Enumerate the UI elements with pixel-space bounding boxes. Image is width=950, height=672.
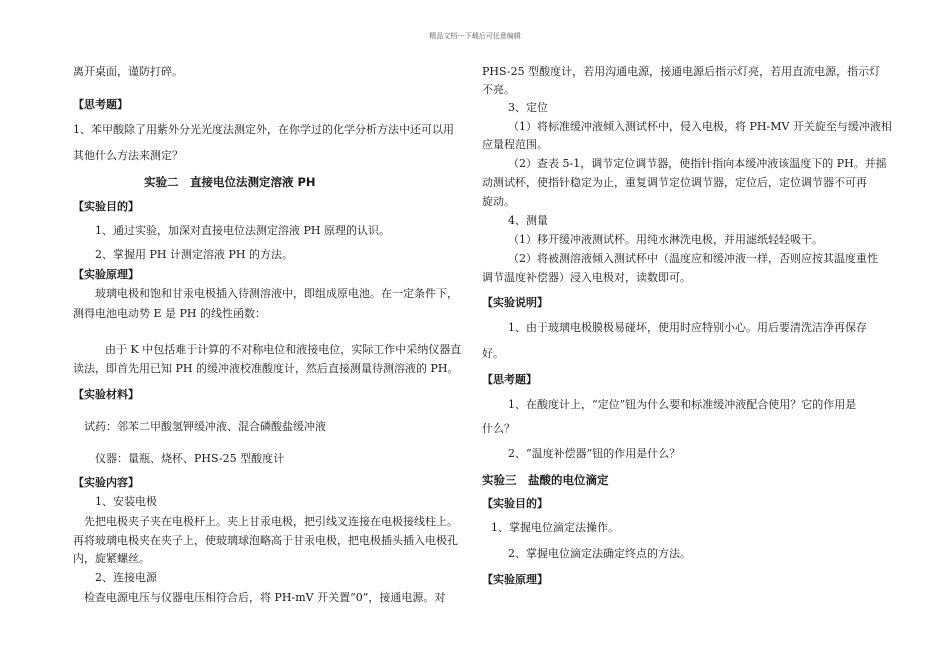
materials-line: 仪器：量瓶、烧杯、PHS-25 型酸度计 (95, 452, 285, 465)
section-heading-purpose: 【实验目的】 (482, 497, 548, 510)
content-step: 1、安装电极 (95, 495, 157, 508)
materials-line: 试药：邻苯二甲酸氢钾缓冲液、混合磷酸盐缓冲液 (84, 420, 326, 433)
text-line: （2）查表 5-1，调节定位调节器，使指针指向本缓冲液该温度下的 PH。并摇 (508, 157, 887, 170)
purpose-item: 1、通过实验，加深对直接电位法测定溶液 PH 原理的认识。 (95, 224, 390, 237)
step-heading: 4、测量 (508, 214, 548, 227)
question-line: 什么？ (482, 422, 515, 435)
step-heading: 3、定位 (508, 101, 548, 114)
text-line: 应量程范围。 (482, 138, 548, 151)
section-heading-think: 【思考题】 (482, 373, 537, 386)
section-heading-content: 【实验内容】 (73, 476, 139, 489)
purpose-item: 2、掌握用 PH 计测定溶液 PH 的方法。 (95, 248, 293, 261)
section-heading-principle: 【实验原理】 (482, 573, 548, 586)
section-heading-purpose: 【实验目的】 (73, 200, 139, 213)
question-line: 1、在酸度计上，“定位”钮为什么要和标准缓冲液配合使用？它的作用是 (508, 398, 857, 411)
question-line: 2、“温度补偿器”钮的作用是什么？ (508, 447, 681, 460)
principle-text: 读法，即首先用已知 PH 的缓冲液校准酸度计，然后直接测量待测溶液的 PH。 (73, 362, 459, 375)
text-line: 离开桌面，谨防打碎。 (73, 65, 183, 78)
experiment-title: 实验二 直接电位法测定溶液 PH (144, 175, 316, 189)
text-line: （1）将标准缓冲液倾入测试杯中，侵入电极，将 PH-MV 开关旋至与缓冲液相 (508, 120, 892, 133)
experiment-title: 实验三 盐酸的电位滴定 (482, 473, 609, 487)
principle-text: 玻璃电极和饱和甘汞电极插入待测溶液中，即组成原电池。在一定条件下， (95, 287, 458, 300)
note-line: 好。 (482, 347, 504, 360)
content-step: 2、连接电源 (95, 571, 157, 584)
text-line: （1）移开缓冲液测试杯。用纯水淋洗电极，并用滤纸轻轻吸干。 (508, 233, 823, 246)
section-heading-notes: 【实验说明】 (482, 296, 548, 309)
principle-text: 测得电池电动势 E 是 PH 的线性函数： (73, 307, 267, 320)
text-line: 旋动。 (482, 195, 515, 208)
text-line: （2）将被测溶液倾入测试杯中（温度应和缓冲液一样，否则应按其温度重性 (508, 252, 878, 265)
purpose-item: 2、掌握电位滴定法确定终点的方法。 (508, 547, 691, 560)
question-line: 其他什么方法来测定？ (73, 149, 183, 162)
content-text: 内，旋紧螺丝。 (73, 552, 150, 565)
section-heading-think: 【思考题】 (73, 98, 128, 111)
note-line: 1、由于玻璃电极膜极易碰坏，使用时应特别小心。用后要清洗洁净再保存 (508, 321, 867, 334)
question-line: 1、苯甲酸除了用紫外分光光度法测定外，在你学过的化学分析方法中还可以用 (73, 123, 454, 136)
section-heading-principle: 【实验原理】 (73, 268, 139, 281)
principle-text: 由于 K 中包括难于计算的不对称电位和液接电位，实际工作中采纳仪器直 (105, 343, 462, 356)
text-line: 动测试杯，使指针稳定为止，重复调节定位调节器，定位后，定位调节器不可再 (482, 176, 867, 189)
content-text: 检查电源电压与仪器电压相符合后，将 PH-mV 开关置“0”，接通电源。对 (84, 591, 446, 604)
purpose-item: 1、掌握电位滴定法操作。 (491, 521, 619, 534)
page-header: 精品文档---下载后可任意编辑 (429, 32, 521, 40)
text-line: 调节温度补偿器）浸入电极对，读数即可。 (482, 271, 691, 284)
text-line: 不亮。 (482, 83, 515, 96)
section-heading-materials: 【实验材料】 (73, 388, 139, 401)
content-text: 再将玻璃电极夹在夹子上，使玻璃球泡略高于甘汞电极，把电极插头插入电极孔 (73, 534, 458, 547)
content-text: 先把电极夹子夹在电极杆上。夹上甘汞电极，把引线叉连接在电极接线柱上。 (84, 515, 458, 528)
text-line: PHS-25 型酸度计，若用沟通电源，接通电源后指示灯亮，若用直流电源，指示灯 (482, 65, 881, 78)
